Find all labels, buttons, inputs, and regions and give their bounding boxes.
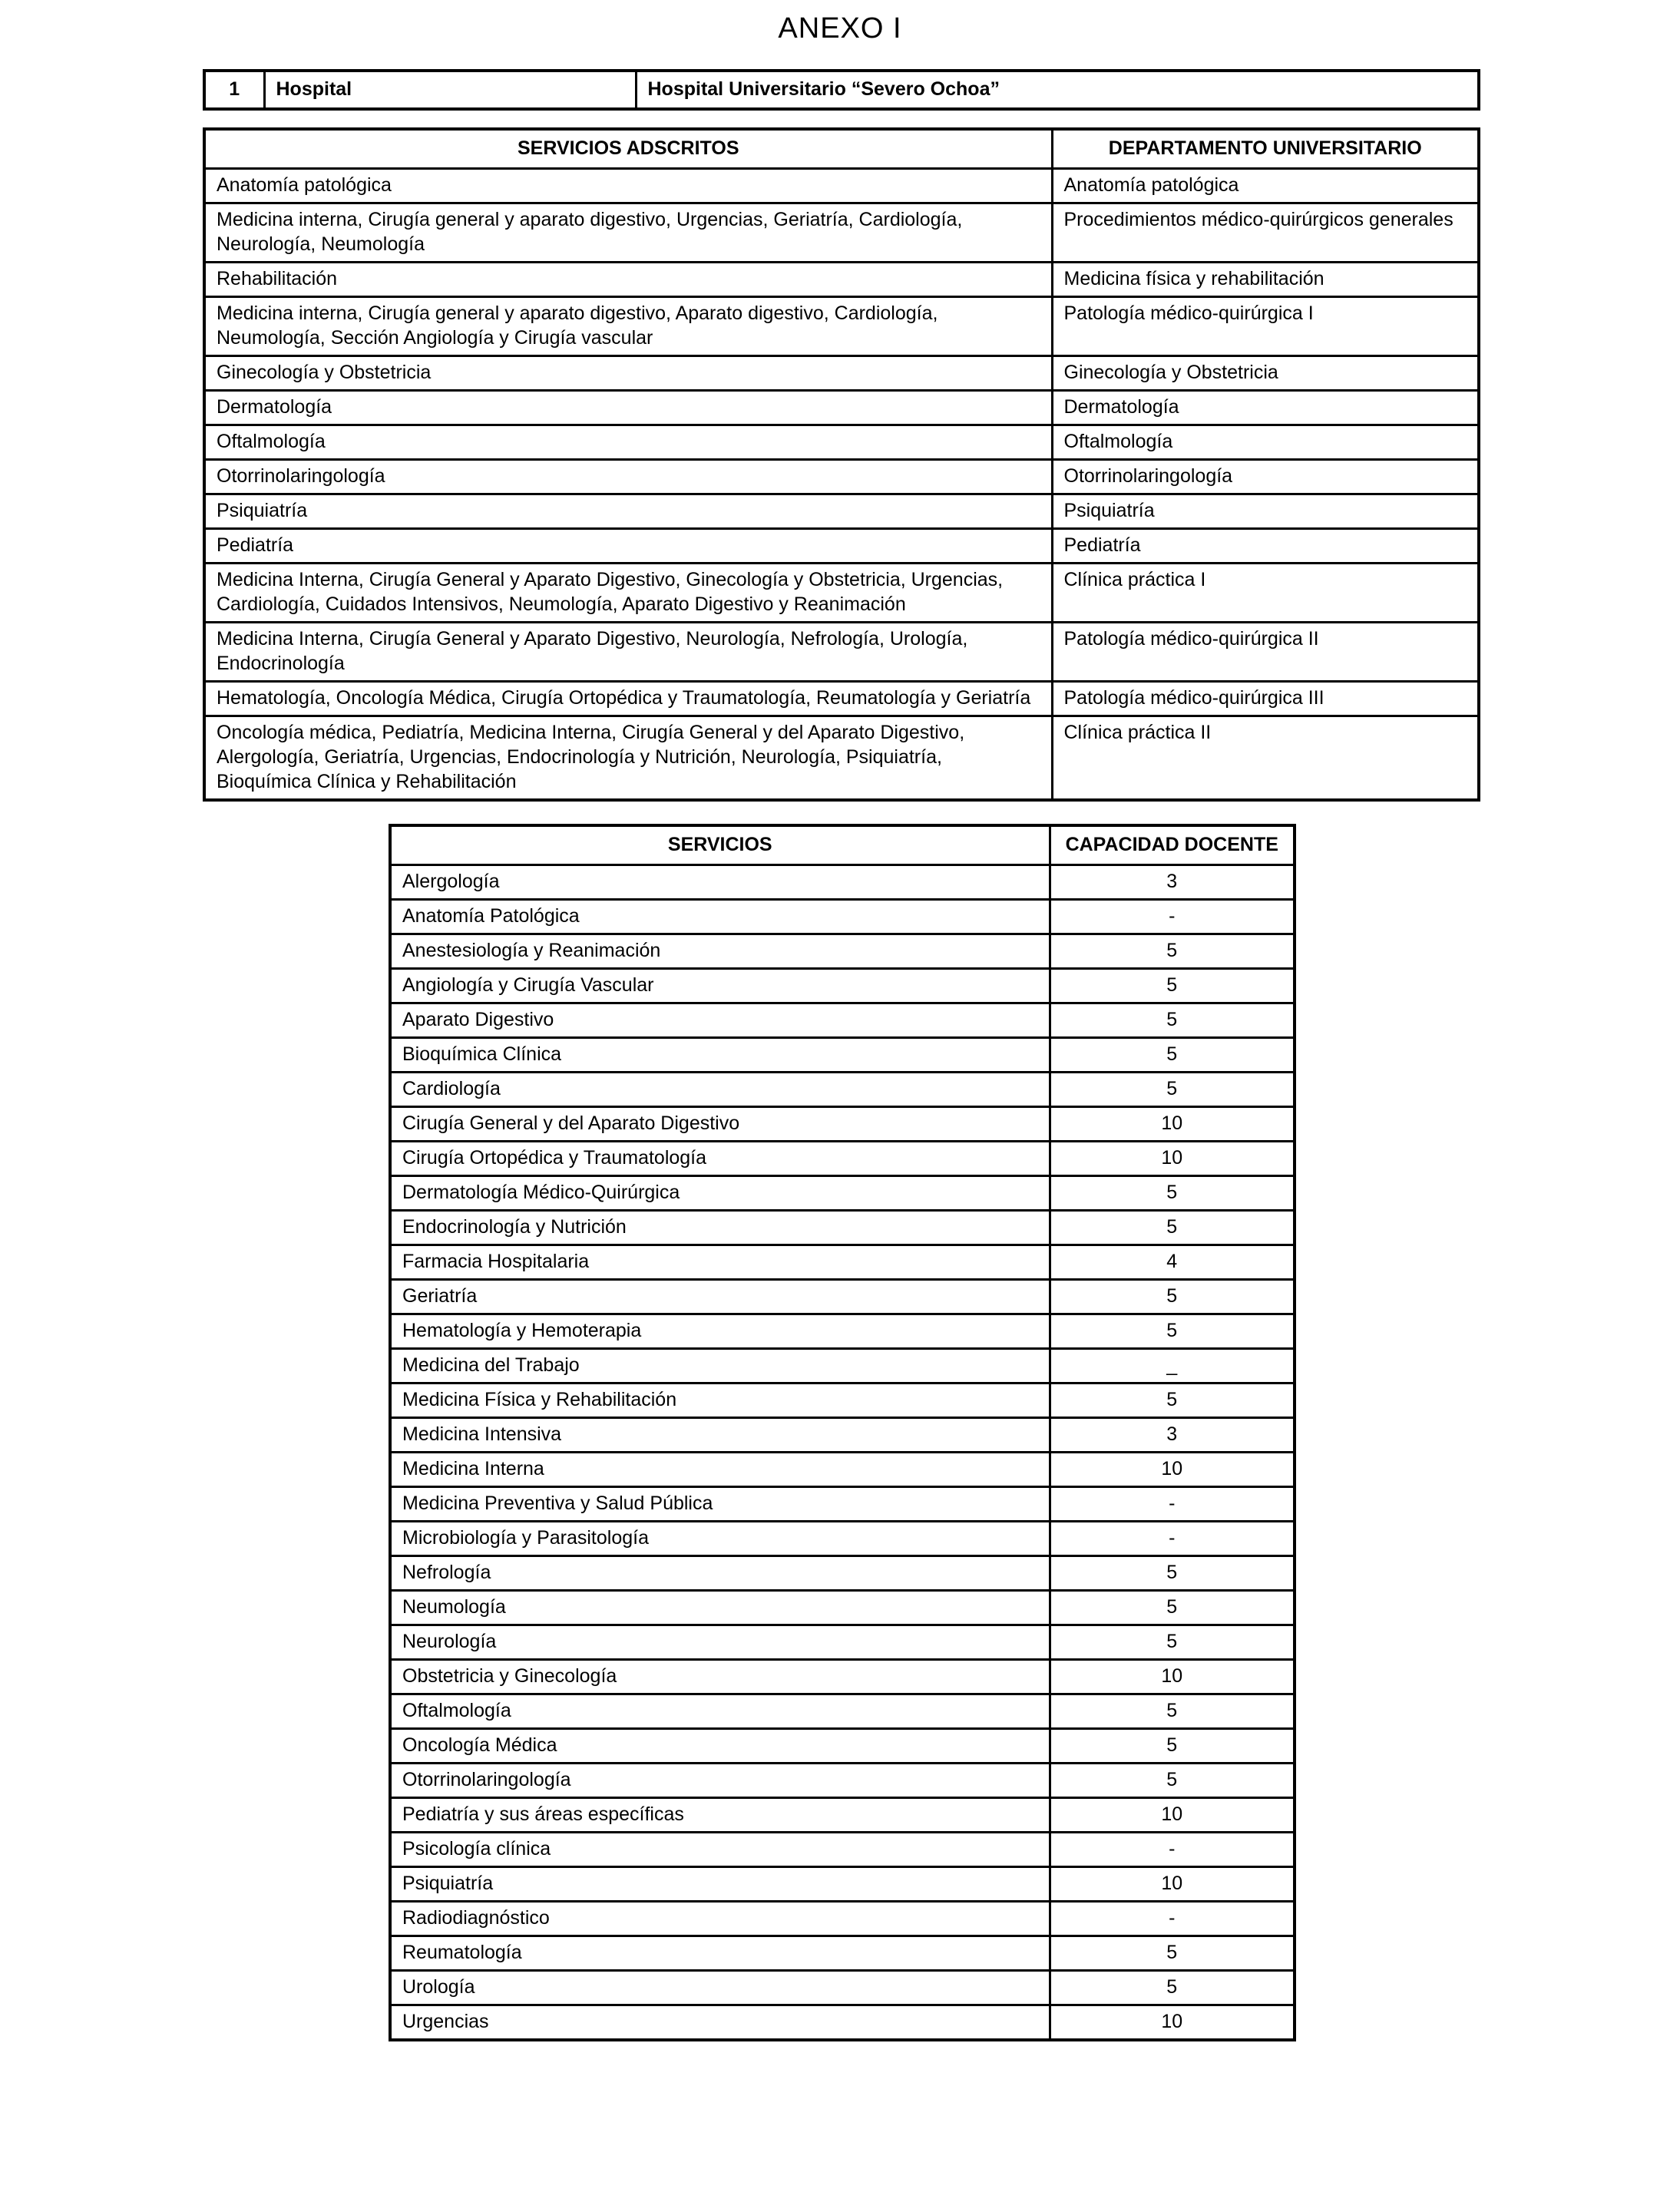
capacidad-row — [390, 1453, 1295, 1487]
servicios-cell: Pediatría — [204, 529, 1052, 564]
capacidad-row — [390, 1314, 1295, 1349]
capacidad-row — [390, 1764, 1295, 1798]
servicio-cell: Alergología — [390, 865, 1050, 900]
servicio-cell: Oncología Médica — [390, 1729, 1050, 1764]
hospital-table — [203, 69, 1480, 111]
capacidad-cell: 5 — [1050, 969, 1295, 1003]
servicio-cell: Medicina Intensiva — [390, 1418, 1050, 1453]
servicio-cell: Cardiología — [390, 1073, 1050, 1107]
departamento-cell: Psiquiatría — [1052, 494, 1479, 529]
adscritos-row — [204, 564, 1479, 623]
servicio-cell: Microbiología y Parasitología — [390, 1522, 1050, 1556]
departamento-cell: Patología médico-quirúrgica II — [1052, 623, 1479, 682]
departamento-cell: Patología médico-quirúrgica I — [1052, 297, 1479, 356]
capacidad-row — [390, 1142, 1295, 1176]
servicio-cell: Medicina del Trabajo — [390, 1349, 1050, 1383]
capacidad-cell: 5 — [1050, 934, 1295, 969]
capacidad-cell: 5 — [1050, 1729, 1295, 1764]
capacidad-cell: - — [1050, 1487, 1295, 1522]
servicio-cell: Neurología — [390, 1625, 1050, 1660]
capacidad-row — [390, 1383, 1295, 1418]
departamento-cell: Medicina física y rehabilitación — [1052, 263, 1479, 297]
servicio-cell: Farmacia Hospitalaria — [390, 1245, 1050, 1280]
servicio-cell: Aparato Digestivo — [390, 1003, 1050, 1038]
capacidad-row — [390, 1073, 1295, 1107]
adscritos-row — [204, 203, 1479, 263]
capacidad-cell: - — [1050, 1522, 1295, 1556]
adscritos-row — [204, 623, 1479, 682]
adscritos-row — [204, 169, 1479, 203]
capacidad-cell: 5 — [1050, 1971, 1295, 2005]
capacidad-cell: 10 — [1050, 1453, 1295, 1487]
servicio-cell: Anatomía Patológica — [390, 900, 1050, 934]
capacidad-cell: 10 — [1050, 1660, 1295, 1694]
servicio-cell: Medicina Preventiva y Salud Pública — [390, 1487, 1050, 1522]
capacidad-cell: - — [1050, 900, 1295, 934]
servicios-cell: Oncología médica, Pediatría, Medicina Interna, Cirugía General y del Aparato Digestivo, Alergología, Geriatría, Urgencias, Endocrinología y Nutrición, Neurología, Psiquiatría, Bioquímica Clínica y Rehabilitación — [204, 716, 1052, 801]
adscritos-table — [203, 127, 1480, 802]
capacidad-cell: 5 — [1050, 1038, 1295, 1073]
capacidad-cell: 5 — [1050, 1764, 1295, 1798]
hospital-row — [204, 71, 1479, 109]
capacidad-cell: - — [1050, 1902, 1295, 1936]
capacidad-cell: 5 — [1050, 1936, 1295, 1971]
capacidad-row — [390, 1694, 1295, 1729]
servicios-cell: Anatomía patológica — [204, 169, 1052, 203]
capacidad-cell: 5 — [1050, 1383, 1295, 1418]
capacidad-cell: 5 — [1050, 1073, 1295, 1107]
servicios-cell: Psiquiatría — [204, 494, 1052, 529]
capacidad-row — [390, 1107, 1295, 1142]
capacidad-cell: 5 — [1050, 1280, 1295, 1314]
adscritos-row — [204, 716, 1479, 801]
capacidad-cell: 4 — [1050, 1245, 1295, 1280]
adscritos-row — [204, 460, 1479, 494]
capacidad-cell: 10 — [1050, 1142, 1295, 1176]
capacidad-row — [390, 1522, 1295, 1556]
departamento-cell: Otorrinolaringología — [1052, 460, 1479, 494]
capacidad-cell: 10 — [1050, 1107, 1295, 1142]
capacidad-cell: 5 — [1050, 1591, 1295, 1625]
adscritos-row — [204, 356, 1479, 391]
capacidad-row — [390, 1591, 1295, 1625]
adscritos-header-row — [204, 129, 1479, 169]
capacidad-cell: 10 — [1050, 1798, 1295, 1833]
servicios-cell: Medicina interna, Cirugía general y aparato digestivo, Aparato digestivo, Cardiología, Neumología, Sección Angiología y Cirugía vascular — [204, 297, 1052, 356]
hospital-index: 1 — [204, 71, 264, 109]
capacidad-row — [390, 1487, 1295, 1522]
servicios-cell: Medicina interna, Cirugía general y aparato digestivo, Urgencias, Geriatría, Cardiología, Neurología, Neumología — [204, 203, 1052, 263]
servicio-cell: Pediatría y sus áreas específicas — [390, 1798, 1050, 1833]
capacidad-header-row — [390, 825, 1295, 865]
servicio-cell: Cirugía Ortopédica y Traumatología — [390, 1142, 1050, 1176]
servicio-cell: Medicina Física y Rehabilitación — [390, 1383, 1050, 1418]
capacidad-cell: 5 — [1050, 1211, 1295, 1245]
servicio-cell: Psiquiatría — [390, 1867, 1050, 1902]
servicios-cell: Dermatología — [204, 391, 1052, 425]
capacidad-cell: - — [1050, 1833, 1295, 1867]
servicios-cell: Otorrinolaringología — [204, 460, 1052, 494]
servicio-cell: Geriatría — [390, 1280, 1050, 1314]
servicio-cell: Bioquímica Clínica — [390, 1038, 1050, 1073]
servicios-cell: Ginecología y Obstetricia — [204, 356, 1052, 391]
capacidad-row — [390, 1971, 1295, 2005]
servicio-cell: Nefrología — [390, 1556, 1050, 1591]
page-title: ANEXO I — [778, 12, 902, 45]
capacidad-row — [390, 1349, 1295, 1383]
adscritos-row — [204, 529, 1479, 564]
capacidad-row — [390, 900, 1295, 934]
capacidad-cell: 5 — [1050, 1625, 1295, 1660]
servicio-cell: Angiología y Cirugía Vascular — [390, 969, 1050, 1003]
capacidad-cell: 3 — [1050, 1418, 1295, 1453]
capacidad-table — [389, 824, 1296, 2041]
adscritos-header-departamento: DEPARTAMENTO UNIVERSITARIO — [1052, 129, 1479, 169]
departamento-cell: Procedimientos médico-quirúrgicos generales — [1052, 203, 1479, 263]
adscritos-row — [204, 494, 1479, 529]
capacidad-row — [390, 865, 1295, 900]
adscritos-row — [204, 391, 1479, 425]
servicios-cell: Hematología, Oncología Médica, Cirugía Ortopédica y Traumatología, Reumatología y Geriatría — [204, 682, 1052, 716]
capacidad-row — [390, 1038, 1295, 1073]
servicios-cell: Medicina Interna, Cirugía General y Aparato Digestivo, Neurología, Nefrología, Urología, Endocrinología — [204, 623, 1052, 682]
capacidad-row — [390, 1003, 1295, 1038]
servicio-cell: Anestesiología y Reanimación — [390, 934, 1050, 969]
capacidad-row — [390, 1867, 1295, 1902]
capacidad-row — [390, 1556, 1295, 1591]
capacidad-cell: 5 — [1050, 1003, 1295, 1038]
capacidad-cell: 5 — [1050, 1694, 1295, 1729]
servicio-cell: Urología — [390, 1971, 1050, 2005]
adscritos-header-servicios: SERVICIOS ADSCRITOS — [204, 129, 1052, 169]
servicios-cell: Medicina Interna, Cirugía General y Aparato Digestivo, Ginecología y Obstetricia, Urgencias, Cardiología, Cuidados Intensivos, Neumología, Aparato Digestivo y Reanimación — [204, 564, 1052, 623]
capacidad-header-servicios: SERVICIOS — [390, 825, 1050, 865]
adscritos-row — [204, 425, 1479, 460]
capacidad-row — [390, 969, 1295, 1003]
servicio-cell: Obstetricia y Ginecología — [390, 1660, 1050, 1694]
capacidad-row — [390, 1176, 1295, 1211]
capacidad-row — [390, 1729, 1295, 1764]
capacidad-header-capacidad: CAPACIDAD DOCENTE — [1050, 825, 1295, 865]
capacidad-row — [390, 1245, 1295, 1280]
hospital-label: Hospital — [264, 71, 636, 109]
capacidad-cell: _ — [1050, 1349, 1295, 1383]
servicio-cell: Otorrinolaringología — [390, 1764, 1050, 1798]
capacidad-row — [390, 1625, 1295, 1660]
servicio-cell: Dermatología Médico-Quirúrgica — [390, 1176, 1050, 1211]
capacidad-cell: 5 — [1050, 1556, 1295, 1591]
capacidad-cell: 3 — [1050, 865, 1295, 900]
servicio-cell: Medicina Interna — [390, 1453, 1050, 1487]
hospital-name: Hospital Universitario “Severo Ochoa” — [636, 71, 1479, 109]
departamento-cell: Clínica práctica I — [1052, 564, 1479, 623]
servicio-cell: Urgencias — [390, 2005, 1050, 2041]
capacidad-row — [390, 1280, 1295, 1314]
capacidad-row — [390, 1211, 1295, 1245]
adscritos-row — [204, 297, 1479, 356]
capacidad-row — [390, 1902, 1295, 1936]
departamento-cell: Oftalmología — [1052, 425, 1479, 460]
servicios-cell: Rehabilitación — [204, 263, 1052, 297]
capacidad-row — [390, 1798, 1295, 1833]
servicio-cell: Neumología — [390, 1591, 1050, 1625]
capacidad-row — [390, 1418, 1295, 1453]
servicio-cell: Reumatología — [390, 1936, 1050, 1971]
capacidad-cell: 5 — [1050, 1176, 1295, 1211]
servicio-cell: Hematología y Hemoterapia — [390, 1314, 1050, 1349]
capacidad-cell: 10 — [1050, 1867, 1295, 1902]
servicio-cell: Oftalmología — [390, 1694, 1050, 1729]
adscritos-row — [204, 682, 1479, 716]
servicio-cell: Radiodiagnóstico — [390, 1902, 1050, 1936]
capacidad-row — [390, 934, 1295, 969]
servicio-cell: Endocrinología y Nutrición — [390, 1211, 1050, 1245]
capacidad-row — [390, 1660, 1295, 1694]
capacidad-row — [390, 2005, 1295, 2041]
servicio-cell: Cirugía General y del Aparato Digestivo — [390, 1107, 1050, 1142]
adscritos-row — [204, 263, 1479, 297]
capacidad-row — [390, 1936, 1295, 1971]
capacidad-cell: 5 — [1050, 1314, 1295, 1349]
capacidad-row — [390, 1833, 1295, 1867]
capacidad-cell: 10 — [1050, 2005, 1295, 2041]
departamento-cell: Pediatría — [1052, 529, 1479, 564]
servicios-cell: Oftalmología — [204, 425, 1052, 460]
departamento-cell: Dermatología — [1052, 391, 1479, 425]
departamento-cell: Patología médico-quirúrgica III — [1052, 682, 1479, 716]
departamento-cell: Ginecología y Obstetricia — [1052, 356, 1479, 391]
servicio-cell: Psicología clínica — [390, 1833, 1050, 1867]
departamento-cell: Anatomía patológica — [1052, 169, 1479, 203]
departamento-cell: Clínica práctica II — [1052, 716, 1479, 801]
